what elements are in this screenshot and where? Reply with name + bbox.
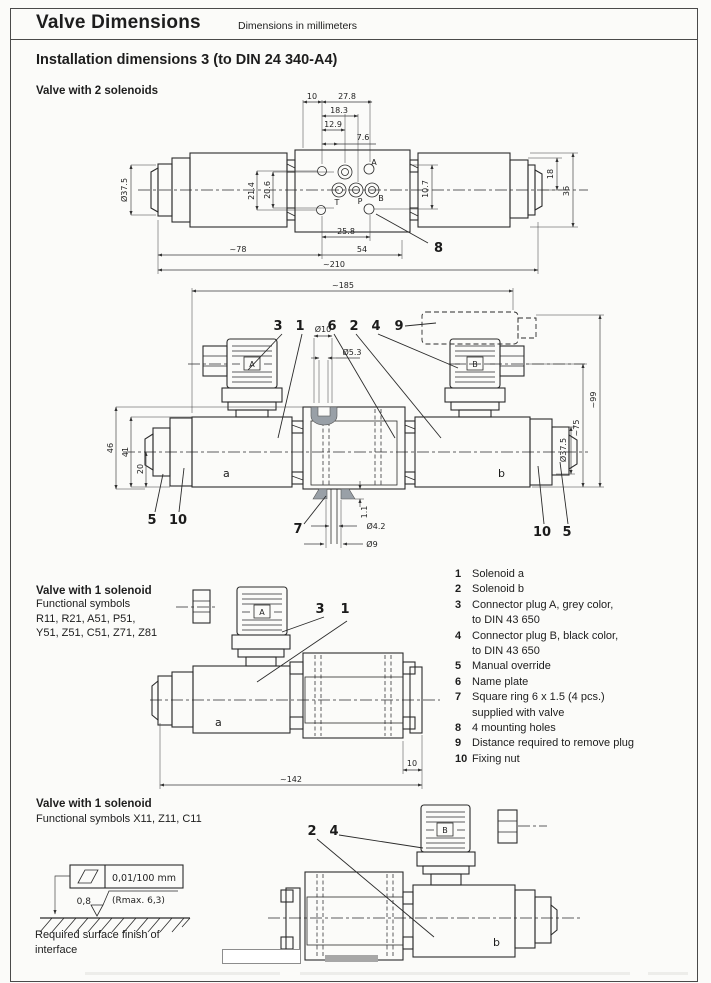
plug-b-letter: B bbox=[442, 826, 448, 835]
dim-dia4-2: Ø4.2 bbox=[366, 522, 386, 531]
single1-text-block bbox=[36, 585, 157, 641]
legend-num: 2 bbox=[455, 583, 462, 596]
dim-54: 54 bbox=[356, 245, 368, 254]
port-labels bbox=[334, 158, 384, 207]
legend-text-line2: to DIN 43 650 bbox=[472, 645, 540, 658]
legend-text: Fixing nut bbox=[472, 752, 520, 765]
solenoid-b-body-label: b bbox=[493, 936, 500, 949]
single2-subtitle: Functional symbols X11, Z11, C11 bbox=[36, 813, 202, 825]
callout-8-label: 8 bbox=[434, 241, 444, 256]
legend-text: Solenoid b bbox=[472, 583, 524, 596]
dim-dia-37-5: Ø37.5 bbox=[120, 177, 129, 203]
single1-sub1: Functional symbols bbox=[36, 598, 131, 610]
dim-7-6: 7.6 bbox=[356, 133, 370, 142]
dim-36: 36 bbox=[562, 185, 571, 197]
legend-text: Name plate bbox=[472, 675, 529, 688]
diagram-valve1a bbox=[148, 583, 478, 798]
diagram-valve1b bbox=[263, 793, 663, 978]
solenoid-b-body-label: b bbox=[498, 467, 505, 480]
dim-dia9: Ø9 bbox=[366, 540, 378, 549]
dim-41: 41 bbox=[121, 446, 130, 458]
header-divider bbox=[10, 39, 698, 40]
callout-10-right: 10 bbox=[532, 525, 552, 540]
legend-num: 4 bbox=[455, 629, 462, 642]
legend-num: 3 bbox=[455, 598, 462, 611]
section-title: Installation dimensions 3 (to DIN 24 340-A4) bbox=[36, 52, 338, 68]
callout-10-left: 10 bbox=[168, 513, 188, 528]
dim-25-8: 25.8 bbox=[337, 227, 355, 236]
dim-20: 20 bbox=[136, 463, 145, 475]
dim-10: 10 bbox=[306, 92, 318, 101]
dim-12-9: 12.9 bbox=[324, 120, 342, 129]
legend-text-line2: supplied with valve bbox=[472, 706, 565, 719]
legend-text: Distance required to remove plug bbox=[472, 737, 635, 750]
cutoff-faint-bar bbox=[85, 972, 280, 975]
flatness-icon bbox=[78, 870, 98, 883]
callout-6: 6 bbox=[327, 319, 337, 334]
rmax-value: (Rmax. 6,3) bbox=[112, 896, 165, 906]
legend-text: 4 mounting holes bbox=[472, 722, 556, 735]
legend-num: 5 bbox=[455, 660, 462, 673]
single2-title: Valve with 1 solenoid bbox=[36, 798, 152, 810]
cutoff-faint-bar bbox=[648, 972, 688, 975]
single2-text-block bbox=[36, 797, 202, 827]
single1-sub3: Y51, Z51, C51, Z71, Z81 bbox=[36, 627, 158, 639]
dim-185: ~185 bbox=[332, 281, 354, 290]
legend-item bbox=[455, 675, 700, 690]
valve-body-outline bbox=[145, 407, 577, 489]
dim-18: 18 bbox=[546, 168, 555, 180]
callout-5-right: 5 bbox=[562, 525, 572, 540]
legend-num: 6 bbox=[455, 675, 462, 688]
surface-caption-line1: Required surface finish of bbox=[35, 929, 160, 941]
leader-arrow bbox=[55, 876, 70, 914]
solenoid-b-plug bbox=[417, 805, 517, 885]
roughness-symbol bbox=[77, 891, 178, 916]
port-b-label: B bbox=[378, 194, 384, 203]
single1-sub2: R11, R21, A51, P51, bbox=[36, 612, 136, 625]
solenoid-a-plug bbox=[193, 587, 290, 666]
legend-item bbox=[455, 690, 700, 705]
legend-num: 1 bbox=[455, 568, 462, 580]
callout-3: 3 bbox=[315, 602, 325, 617]
single1-title: Valve with 1 solenoid bbox=[36, 585, 152, 597]
legend-text: Solenoid a bbox=[472, 568, 524, 580]
solenoid-a-body-label: a bbox=[215, 716, 222, 729]
plug-b-letter: B bbox=[472, 360, 478, 369]
callout-7: 7 bbox=[293, 522, 303, 537]
legend-text: Connector plug B, black color, bbox=[472, 629, 619, 642]
dimension-lines bbox=[131, 102, 573, 270]
page-title: Valve Dimensions bbox=[36, 12, 201, 33]
solenoid-a-body-label: a bbox=[223, 467, 230, 480]
dimension-witness-lines bbox=[116, 288, 604, 499]
legend-num: 9 bbox=[455, 737, 462, 750]
dim-18-3: 18.3 bbox=[330, 106, 348, 115]
legend-item bbox=[455, 629, 700, 644]
legend-item bbox=[455, 752, 700, 767]
callouts bbox=[307, 824, 434, 937]
tolerance-value: 0,01/100 mm bbox=[111, 873, 177, 884]
surface-caption-line2: interface bbox=[35, 944, 78, 956]
callout-1: 1 bbox=[340, 602, 350, 617]
dim-99: ~99 bbox=[589, 391, 598, 409]
legend-item bbox=[455, 721, 700, 736]
dim-dia5-3: Ø5.3 bbox=[342, 348, 362, 357]
page-subtitle: Dimensions in millimeters bbox=[238, 20, 358, 32]
port-t-label: T bbox=[334, 198, 340, 207]
plug-a-letter: A bbox=[249, 360, 255, 369]
legend-text: Square ring 6 x 1.5 (4 pcs.) bbox=[472, 691, 605, 704]
dim-dia10: Ø10 bbox=[314, 325, 332, 334]
callout-1: 1 bbox=[295, 319, 305, 334]
legend-num: 7 bbox=[455, 691, 462, 704]
legend-item bbox=[455, 736, 700, 751]
diagram-valve2-top-view bbox=[118, 90, 604, 285]
cutoff-grey-bar bbox=[325, 955, 378, 962]
legend-item bbox=[455, 582, 700, 597]
callout-9: 9 bbox=[394, 319, 404, 334]
dim-142: ~142 bbox=[280, 775, 302, 784]
valve-body-outline bbox=[151, 150, 542, 232]
port-a-label: A bbox=[371, 158, 377, 167]
legend-item bbox=[455, 659, 700, 674]
plug-a-letter: A bbox=[259, 608, 265, 617]
legend-text: Manual override bbox=[472, 660, 551, 673]
callout-2: 2 bbox=[349, 319, 359, 334]
flatness-tolerance-frame bbox=[70, 865, 183, 888]
dimension-labels bbox=[280, 759, 417, 784]
dim-10: 10 bbox=[406, 759, 418, 768]
valve-body-outline bbox=[152, 653, 422, 738]
dim-78: ~78 bbox=[229, 245, 247, 254]
legend-num: 8 bbox=[455, 722, 462, 735]
valve-body-outline bbox=[281, 872, 557, 960]
diagram-valve2-side-view bbox=[108, 278, 674, 568]
dim-75: ~75 bbox=[572, 419, 581, 437]
legend bbox=[455, 567, 700, 767]
dim-46: 46 bbox=[106, 442, 115, 454]
valve2-label: Valve with 2 solenoids bbox=[36, 85, 159, 97]
square-ring-detail bbox=[313, 489, 355, 548]
callout-3: 3 bbox=[273, 319, 283, 334]
dim-210: ~210 bbox=[323, 260, 345, 269]
legend-num: 10 bbox=[455, 752, 468, 765]
surface-caption bbox=[35, 928, 160, 958]
dim-1-1: 1.1 bbox=[360, 505, 369, 519]
legend-item bbox=[455, 598, 700, 613]
dim-10-7: 10.7 bbox=[421, 180, 430, 198]
legend-item bbox=[455, 567, 700, 582]
port-p-label: P bbox=[357, 197, 363, 206]
port-holes bbox=[317, 164, 380, 215]
dim-dia37-5: Ø37.5 bbox=[559, 437, 568, 463]
cutoff-box bbox=[222, 949, 301, 964]
callout-4: 4 bbox=[329, 824, 339, 839]
legend-text-line2: to DIN 43 650 bbox=[472, 614, 540, 627]
centerlines bbox=[123, 364, 588, 452]
callout-2: 2 bbox=[307, 824, 317, 839]
dim-20-6: 20.6 bbox=[263, 181, 272, 199]
solenoid-b-plug bbox=[445, 339, 524, 417]
body-labels bbox=[223, 467, 505, 480]
callout-4: 4 bbox=[371, 319, 381, 334]
manual-override-detail bbox=[311, 407, 337, 425]
cutoff-faint-bar bbox=[300, 972, 630, 975]
roughness-value: 0,8 bbox=[76, 897, 91, 907]
dim-27-8: 27.8 bbox=[338, 92, 356, 101]
legend-text: Connector plug A, grey color, bbox=[472, 598, 614, 611]
dim-21-4: 21.4 bbox=[247, 182, 256, 200]
callout-5-left: 5 bbox=[147, 513, 157, 528]
solenoid-a-plug bbox=[203, 339, 282, 417]
